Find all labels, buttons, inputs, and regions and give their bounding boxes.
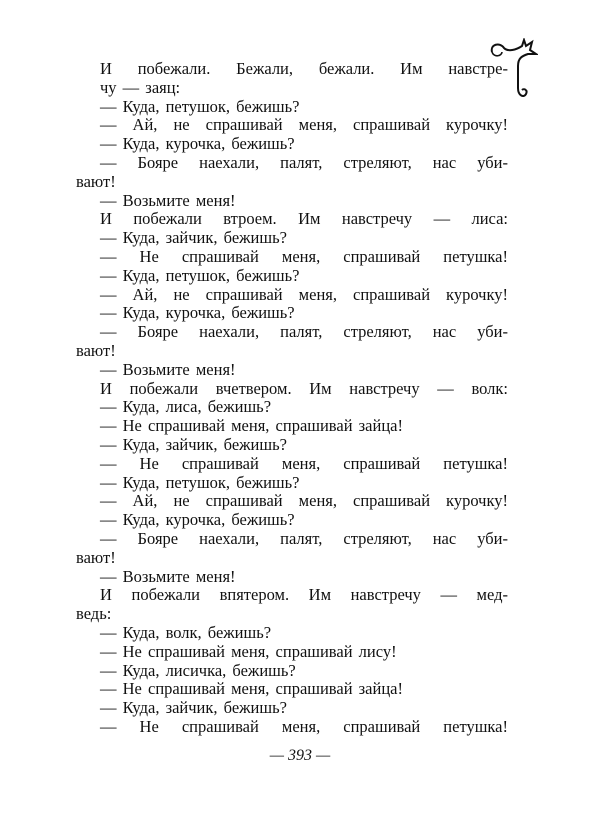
text-line: — Бояре наехали, палят, стреляют, нас уби- bbox=[100, 323, 508, 342]
text-line: — Куда, зайчик, бежишь? bbox=[100, 698, 287, 718]
text-line: — Куда, курочка, бежишь? bbox=[100, 303, 295, 323]
text-line: — Возьмите меня! bbox=[100, 359, 236, 379]
text-line: И побежали. Бежали, бежали. Им навстре- bbox=[100, 60, 508, 78]
text-line: — Ай, не спрашивай меня, спрашивай курочку! bbox=[100, 285, 508, 304]
page-number: — 393 — bbox=[269, 747, 331, 764]
text-line: — Не спрашивай меня, спрашивай петушка! bbox=[100, 717, 508, 736]
text-line: ведь: bbox=[76, 604, 112, 624]
text-line: — Куда, курочка, бежишь? bbox=[100, 510, 295, 530]
text-line: — Не спрашивай меня, спрашивай лису! bbox=[100, 641, 397, 661]
text-line: — Не спрашивай меня, спрашивай зайца! bbox=[100, 679, 403, 699]
text-line: — Куда, волк, бежишь? bbox=[100, 622, 272, 642]
text-line: — Куда, курочка, бежишь? bbox=[100, 134, 295, 154]
text-line: — Не спрашивай меня, спрашивай петушка! bbox=[100, 454, 508, 473]
text-line: — Ай, не спрашивай меня, спрашивай курочку! bbox=[100, 116, 508, 135]
text-line: вают! bbox=[76, 547, 116, 567]
text-line: — Куда, зайчик, бежишь? bbox=[100, 228, 287, 248]
text-line: — Не спрашивай меня, спрашивай зайца! bbox=[100, 416, 403, 436]
text-line: — Куда, зайчик, бежишь? bbox=[100, 434, 287, 454]
text-line: — Возьмите меня! bbox=[100, 566, 236, 586]
text-line: вают! bbox=[76, 171, 116, 191]
text-line: — Возьмите меня! bbox=[100, 190, 236, 210]
text-line: — Бояре наехали, палят, стреляют, нас уби- bbox=[100, 529, 508, 548]
text-line: — Куда, лиса, бежишь? bbox=[100, 397, 272, 417]
text-line: вают! bbox=[76, 340, 116, 360]
text-line: чу — заяц: bbox=[100, 77, 181, 97]
text-line: И побежали вчетвером. Им навстречу — волк: bbox=[100, 379, 508, 398]
text-line: — Бояре наехали, палят, стреляют, нас уби- bbox=[100, 153, 508, 172]
text-line: — Куда, петушок, бежишь? bbox=[100, 472, 300, 492]
text-line: И побежали впятером. Им навстречу — мед- bbox=[100, 586, 508, 605]
text-line: И побежали втроем. Им навстречу — лиса: bbox=[100, 210, 508, 229]
text-line: — Куда, петушок, бежишь? bbox=[100, 265, 300, 285]
text-line: — Не спрашивай меня, спрашивай петушка! bbox=[100, 247, 508, 266]
body-text bbox=[76, 60, 508, 737]
text-line: — Куда, петушок, бежишь? bbox=[100, 96, 300, 116]
text-line: — Ай, не спрашивай меня, спрашивай курочку! bbox=[100, 492, 508, 511]
text-line: — Куда, лисичка, бежишь? bbox=[100, 660, 296, 680]
